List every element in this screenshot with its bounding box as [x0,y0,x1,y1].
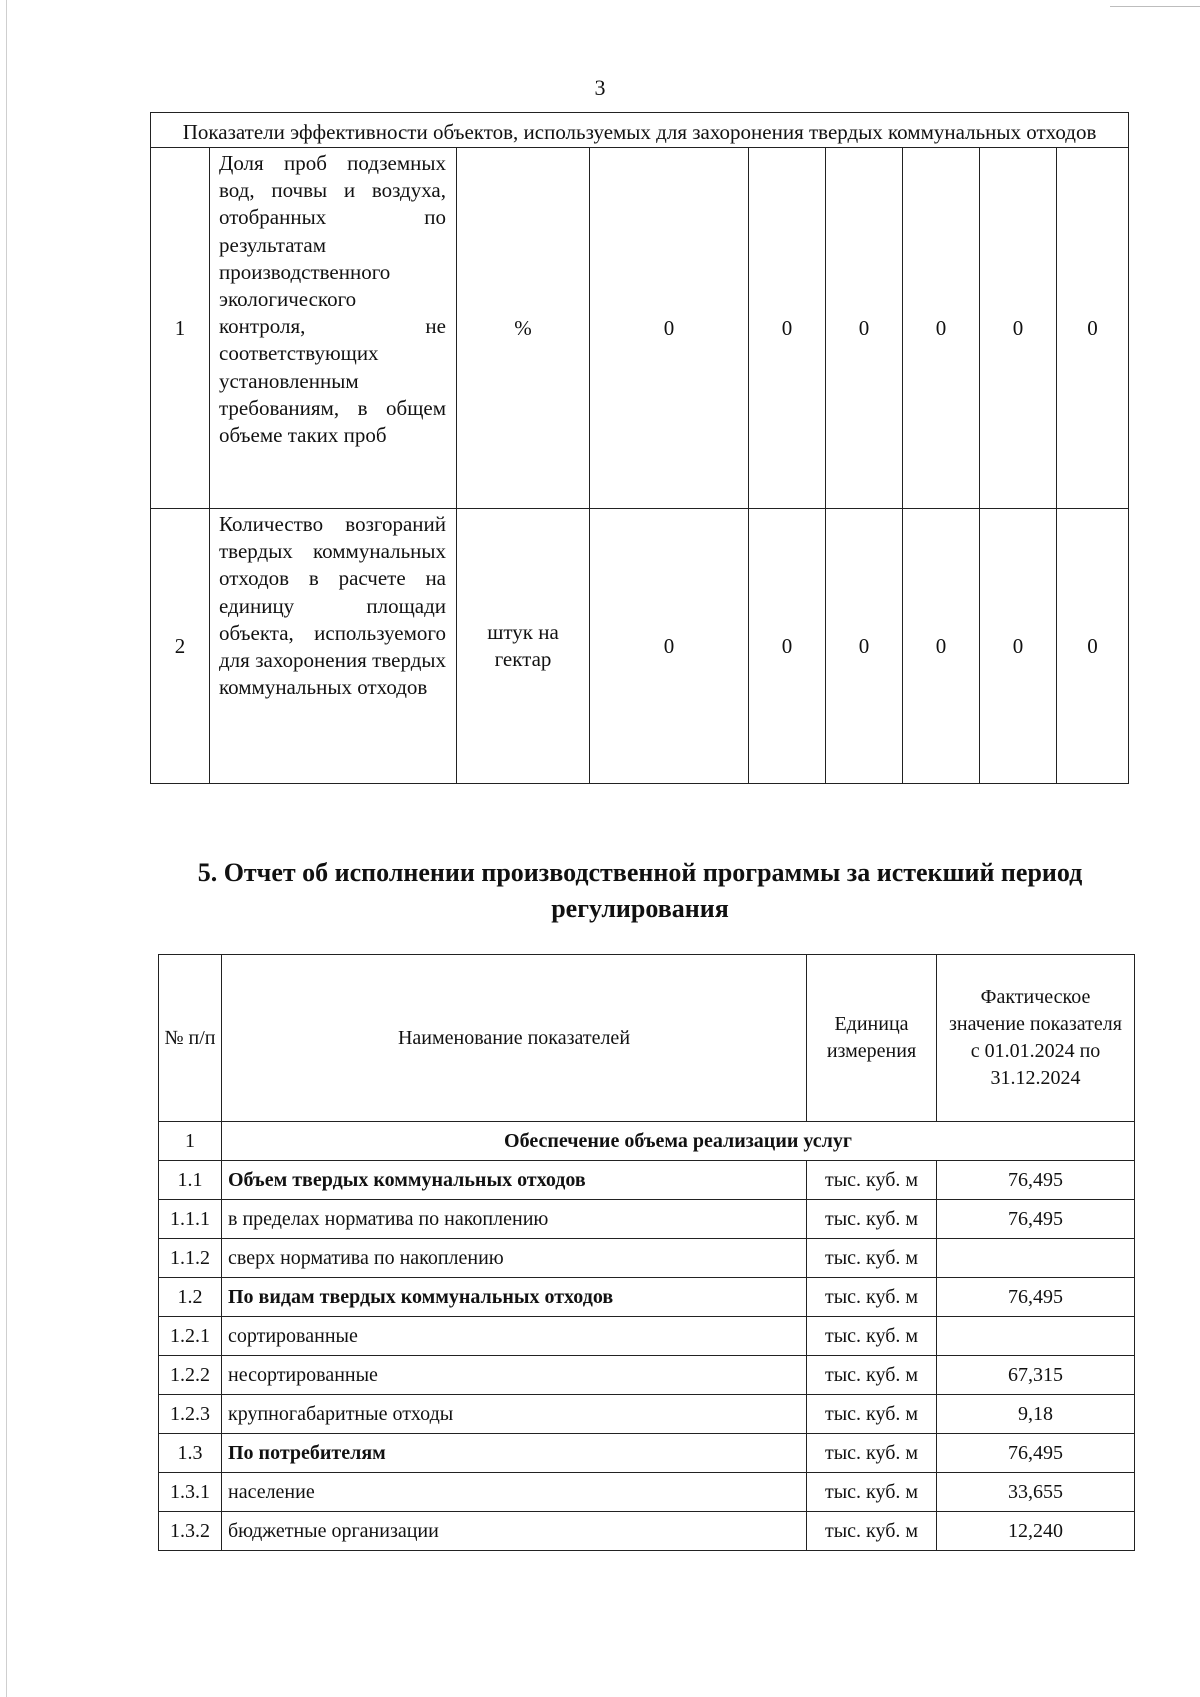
row-code: 1.2.1 [159,1317,222,1356]
row-name: сортированные [222,1317,807,1356]
program-report-header-row [159,955,1135,1122]
row-code: 1.3.1 [159,1473,222,1512]
indicator-value: 0 [826,509,903,784]
row-name: в пределах норматива по накоплению [222,1200,807,1239]
header-unit: Единица измерения [807,955,937,1122]
table-row [159,1356,1135,1395]
table-row [159,1317,1135,1356]
table-row [151,148,1129,509]
group-code: 1 [159,1122,222,1161]
row-value: 76,495 [937,1161,1135,1200]
row-value: 9,18 [937,1395,1135,1434]
indicator-description: Доля проб подземных вод, почвы и воздуха, отобранных по результатам производственного экологического контроля, не соответствующих установленным требованиям, в общем объеме таких проб [210,148,457,509]
row-unit: тыс. куб. м [807,1434,937,1473]
row-code: 1.1.1 [159,1200,222,1239]
row-name: бюджетные организации [222,1512,807,1551]
row-value [937,1317,1135,1356]
table-row [159,1161,1135,1200]
table-row [159,1434,1135,1473]
row-unit: тыс. куб. м [807,1473,937,1512]
group-label: Обеспечение объема реализации услуг [222,1122,1135,1161]
scan-top-edge [1110,6,1200,7]
row-unit: тыс. куб. м [807,1278,937,1317]
table-row [159,1200,1135,1239]
row-name: крупногабаритные отходы [222,1395,807,1434]
indicator-description: Количество возгораний твердых коммунальных отходов в расчете на единицу площади объекта, используемого для захоронения твердых коммунальных отходов [210,509,457,784]
row-unit: тыс. куб. м [807,1317,937,1356]
row-number: 2 [151,509,210,784]
indicator-unit: % [457,148,590,509]
performance-table-header-row [151,113,1129,148]
section-title: 5. Отчет об исполнении производственной программы за истекший период регулирования [197,858,1083,923]
program-report-table [158,954,1135,1551]
row-value: 76,495 [937,1200,1135,1239]
row-code: 1.2.2 [159,1356,222,1395]
table-row [151,509,1129,784]
table-row [159,1278,1135,1317]
indicator-value: 0 [980,148,1057,509]
row-value: 33,655 [937,1473,1135,1512]
row-number: 1 [151,148,210,509]
row-name: По видам твердых коммунальных отходов [222,1278,807,1317]
row-code: 1.1 [159,1161,222,1200]
row-unit: тыс. куб. м [807,1395,937,1434]
header-fact: Фактическое значение показателя с 01.01.2024 по 31.12.2024 [937,955,1135,1122]
row-name: население [222,1473,807,1512]
table-row [159,1512,1135,1551]
row-name: сверх норматива по накоплению [222,1239,807,1278]
row-unit: тыс. куб. м [807,1239,937,1278]
table-row [159,1239,1135,1278]
indicator-value: 0 [749,509,826,784]
table-row [159,1473,1135,1512]
row-code: 1.3.2 [159,1512,222,1551]
performance-table-header: Показатели эффективности объектов, используемых для захоронения твердых коммунальных отходов [151,113,1129,148]
row-name: По потребителям [222,1434,807,1473]
row-code: 1.3 [159,1434,222,1473]
indicator-value: 0 [980,509,1057,784]
indicator-value: 0 [1057,148,1129,509]
indicator-value: 0 [590,148,749,509]
scan-edge [6,0,7,1697]
row-code: 1.2 [159,1278,222,1317]
indicator-value: 0 [903,509,980,784]
group-row [159,1122,1135,1161]
row-unit: тыс. куб. м [807,1161,937,1200]
row-value: 67,315 [937,1356,1135,1395]
row-unit: тыс. куб. м [807,1200,937,1239]
indicator-value: 0 [590,509,749,784]
row-value: 76,495 [937,1434,1135,1473]
row-value: 76,495 [937,1278,1135,1317]
indicator-unit: штук на гектар [457,509,590,784]
header-name: Наименование показателей [222,955,807,1122]
row-code: 1.2.3 [159,1395,222,1434]
row-unit: тыс. куб. м [807,1512,937,1551]
performance-table [150,112,1129,784]
row-code: 1.1.2 [159,1239,222,1278]
row-value: 12,240 [937,1512,1135,1551]
indicator-value: 0 [1057,509,1129,784]
indicator-value: 0 [749,148,826,509]
row-name: несортированные [222,1356,807,1395]
header-num: № п/п [159,955,222,1122]
table-row [159,1395,1135,1434]
indicator-value: 0 [903,148,980,509]
page-number: 3 [594,75,606,100]
row-value [937,1239,1135,1278]
row-unit: тыс. куб. м [807,1356,937,1395]
row-name: Объем твердых коммунальных отходов [222,1161,807,1200]
indicator-value: 0 [826,148,903,509]
